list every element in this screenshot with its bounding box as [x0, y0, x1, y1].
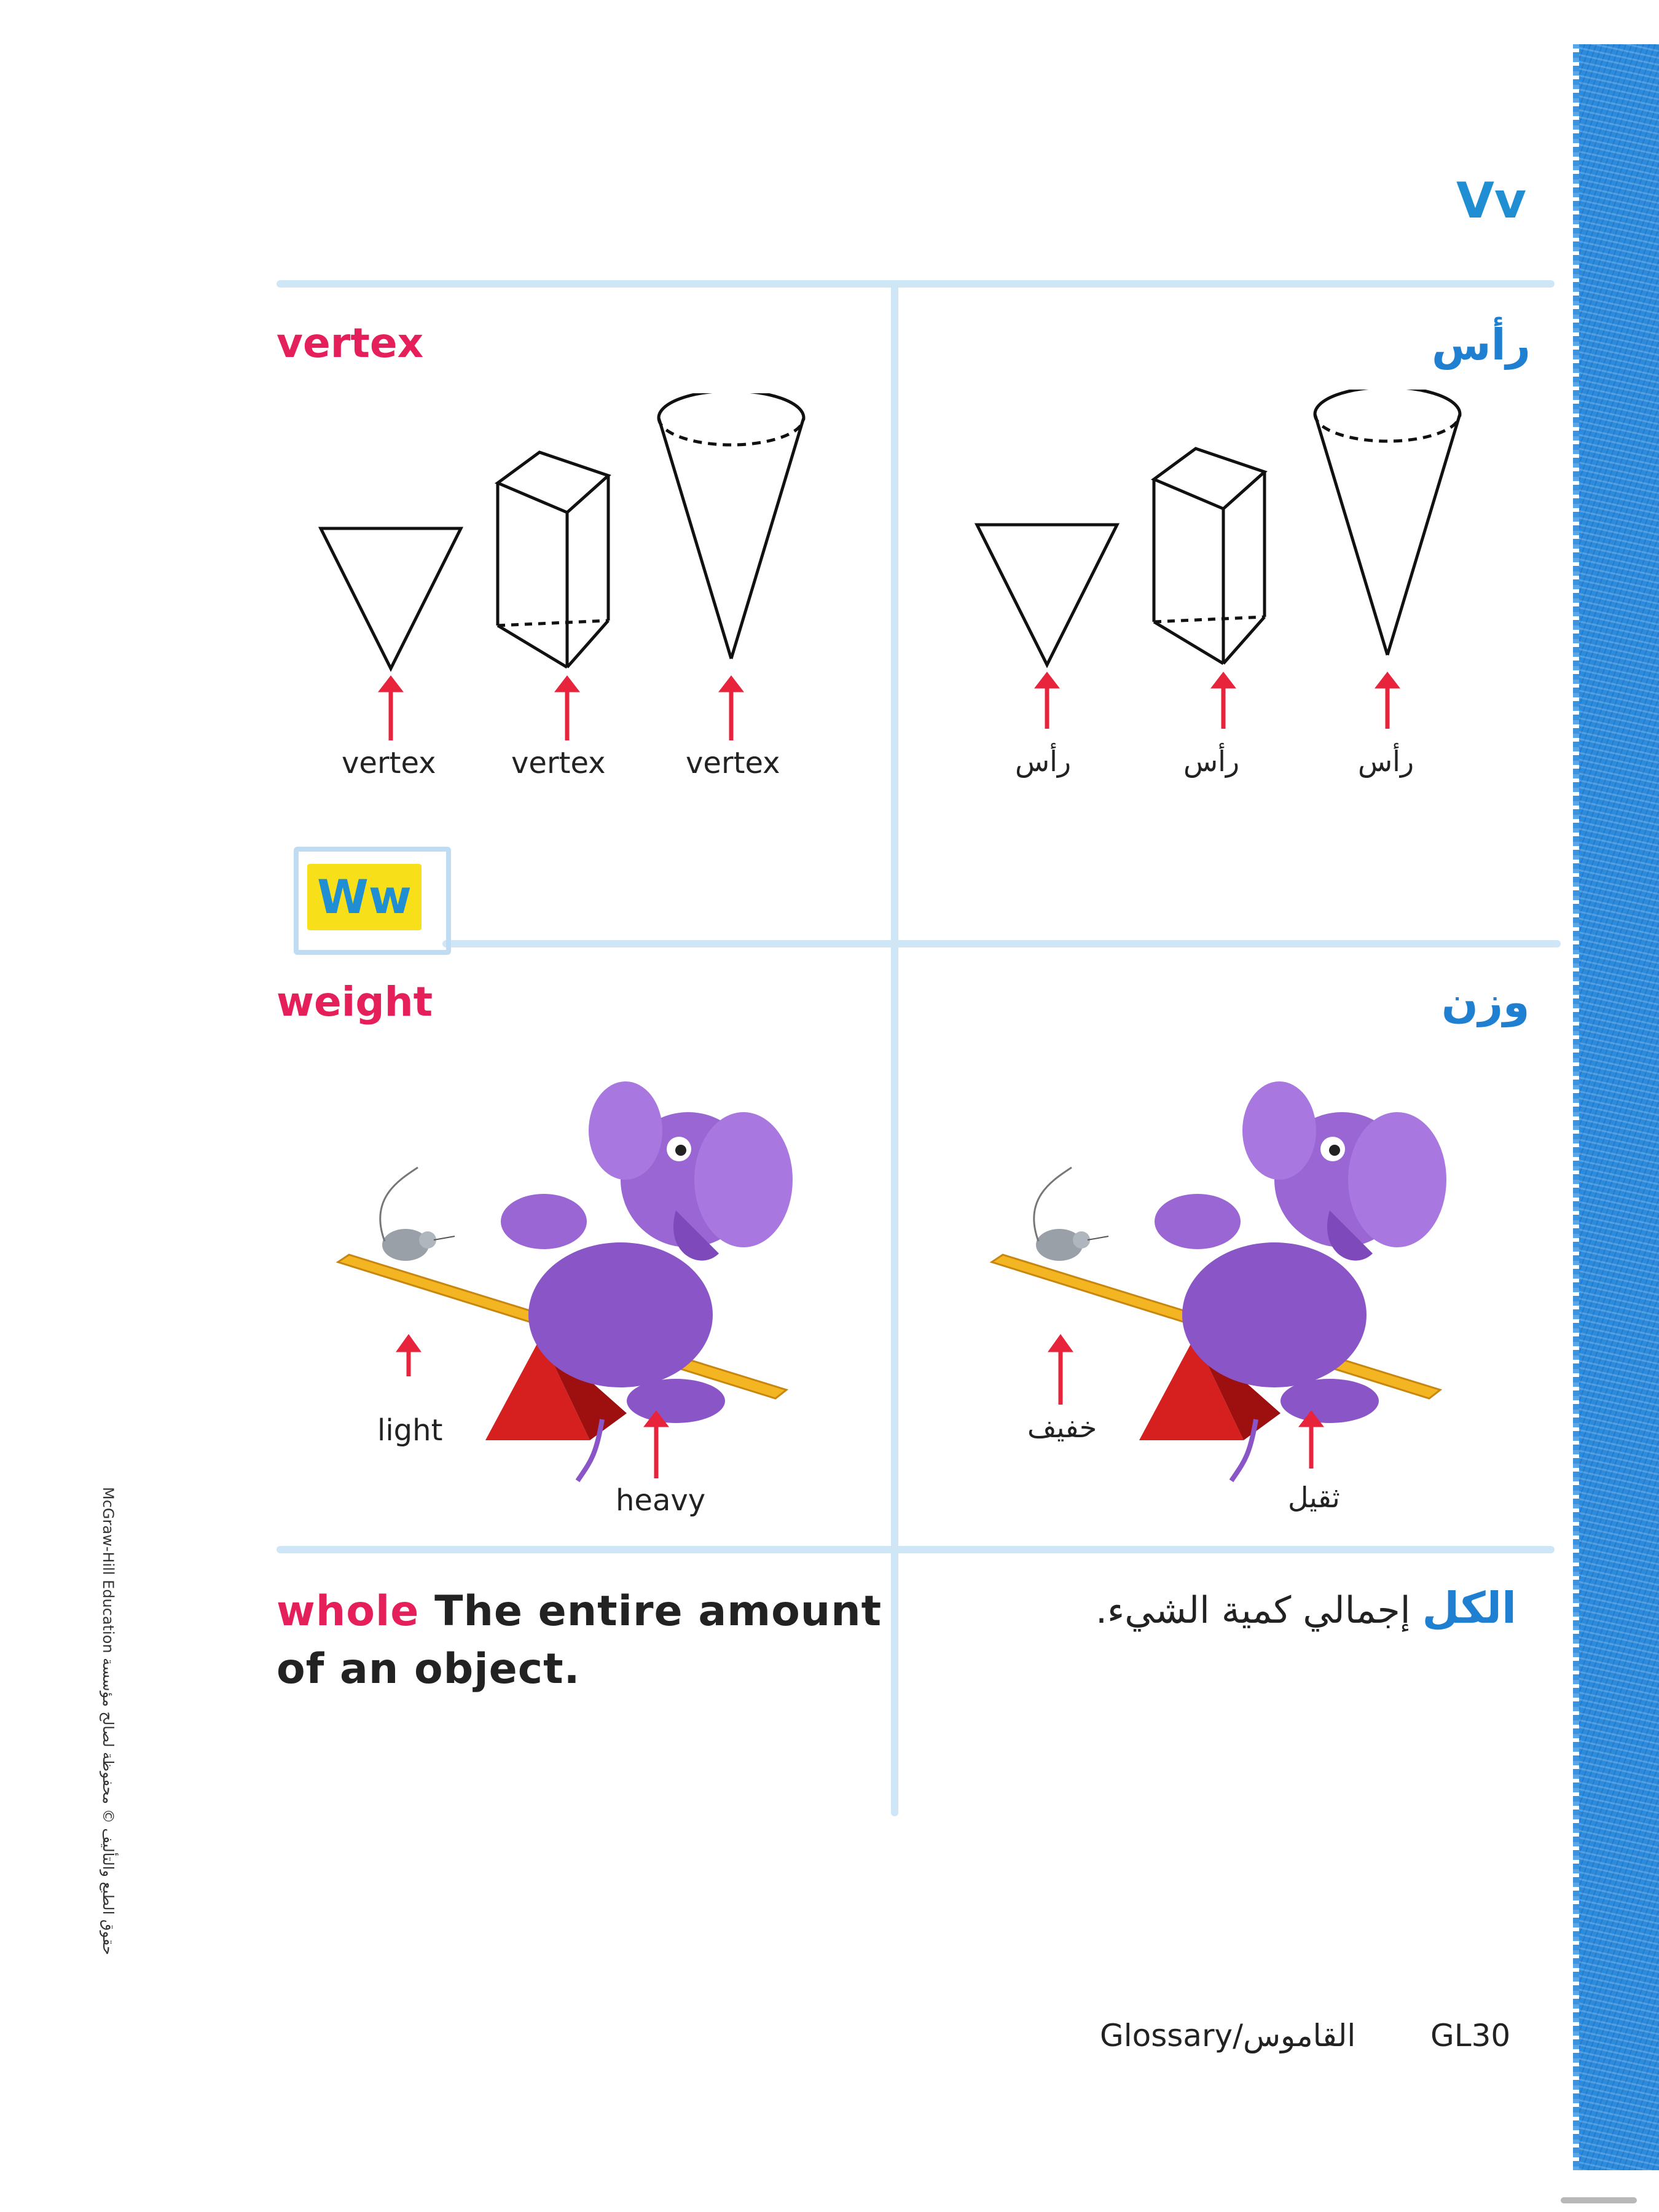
vertex-label-ar-2: رأس	[1183, 745, 1240, 778]
vertex-label-en-2: vertex	[511, 746, 606, 780]
vertex-arrows	[1035, 672, 1400, 729]
term-vertex-en: vertex	[276, 320, 424, 367]
definition-whole-en-line1: The entire amount	[434, 1587, 882, 1636]
prism-shape	[498, 452, 608, 667]
term-whole-en: whole	[276, 1587, 420, 1636]
definition-whole-en-line2: of an object.	[276, 1645, 581, 1693]
divider-center	[891, 284, 898, 1816]
vertex-label-en-1: vertex	[342, 746, 436, 780]
label-light-ar: خفيف	[1027, 1411, 1097, 1444]
vertex-shapes-en	[307, 393, 836, 750]
footer-title: Glossary/القاموس	[1100, 2018, 1356, 2053]
vertex-label-ar-3: رأس	[1358, 745, 1414, 778]
side-crayon-strip	[1579, 44, 1659, 2170]
cone-shape	[659, 393, 804, 659]
mouse-icon	[1034, 1167, 1108, 1261]
divider-middle	[442, 940, 1561, 947]
term-whole-ar: الكل	[1422, 1583, 1516, 1633]
triangle-shape	[977, 525, 1117, 665]
term-vertex-ar: رأس	[1432, 320, 1531, 370]
label-heavy-en: heavy	[616, 1483, 706, 1518]
section-letter-v: Vv	[1456, 172, 1527, 229]
scrollbar-thumb[interactable]	[1561, 2197, 1637, 2203]
term-weight-ar: وزن	[1441, 977, 1530, 1027]
vertex-label-en-3: vertex	[686, 746, 780, 780]
term-weight-en: weight	[276, 978, 433, 1026]
mouse-icon	[380, 1167, 455, 1261]
section-letter-w: Ww	[316, 869, 412, 924]
divider-bottom	[276, 1546, 1555, 1553]
vertex-label-ar-1: رأس	[1015, 745, 1072, 778]
copyright-notice: McGraw-Hill Education حقوق الطبع والتأليف © محفوظة لصالح مؤسسة	[100, 1487, 117, 1955]
cone-shape	[1315, 390, 1460, 655]
label-light-en: light	[377, 1413, 443, 1448]
divider-top	[276, 280, 1555, 288]
triangle-shape	[321, 528, 461, 669]
label-heavy-ar: ثقيل	[1288, 1481, 1340, 1514]
prism-shape	[1154, 449, 1265, 664]
page-number: GL30	[1430, 2018, 1511, 2053]
definition-whole-ar	[1069, 1583, 1516, 1633]
vertex-arrows	[378, 676, 743, 740]
definition-whole-ar-text: إجمالي كمية الشيء.	[1095, 1589, 1411, 1632]
definition-whole-en	[276, 1583, 891, 1698]
vertex-shapes-ar	[963, 390, 1492, 746]
